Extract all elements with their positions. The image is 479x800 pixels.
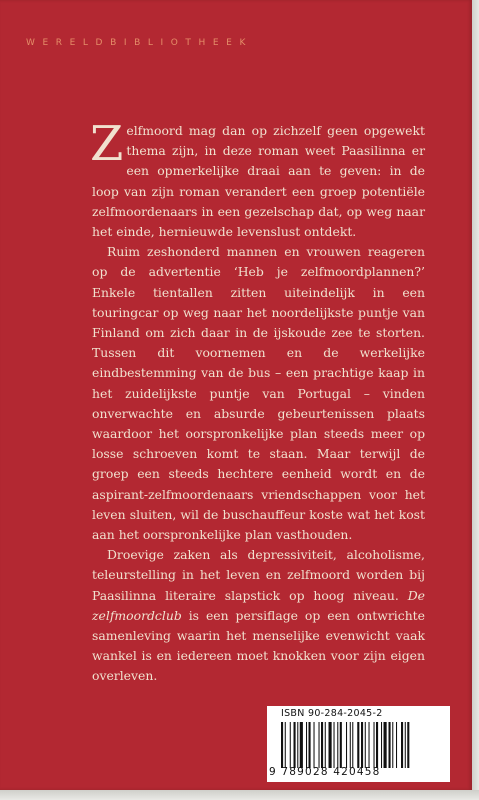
paragraph-3-text-end: is een persiflage op een ontwrichte samenleving waarin het menselijke evenwicht vaak wankel is en iedereen moet knokken voor zijn eigen overleven. <box>92 607 425 684</box>
barcode-bar <box>309 722 311 768</box>
barcode-bar <box>369 722 370 768</box>
barcode-bar <box>337 722 338 768</box>
page-edge-bottom <box>0 790 479 800</box>
barcode-bar <box>294 722 296 768</box>
barcode-bar <box>381 722 382 768</box>
barcode-bar <box>319 722 320 768</box>
blurb-text <box>90 116 425 687</box>
barcode-bar <box>346 722 347 768</box>
barcode-bar <box>300 722 303 768</box>
barcode-bar <box>396 722 397 768</box>
barcode-bar <box>321 722 323 768</box>
barcode-bar <box>350 722 351 768</box>
barcode-bar <box>361 722 363 768</box>
barcode-bar <box>285 722 286 768</box>
barcode-bar <box>340 722 342 768</box>
barcode-bar <box>306 722 307 768</box>
blurb-paragraph-3 <box>92 545 425 686</box>
page-edge-right <box>472 0 479 800</box>
barcode-bar <box>374 722 375 768</box>
barcode-bar <box>297 722 298 768</box>
barcode-digits: 9 789028 420458 <box>269 766 381 778</box>
barcode-bar <box>290 722 291 768</box>
blurb-paragraph-2: Ruim zeshonderd mannen en vrouwen reageren op de advertentie ‘Heb je zelfmoordplannen?’ Enkele tientallen zitten uiteindelijk in een touringcar op weg naar het noordelijkste puntje van Finland om zich daar in de ijskoude zee te storten. Tussen dit voornemen en de werkelijke eindbestemming van de bus – een prachtige kaap in het zuidelijkste puntje van Portugal – vinden onverwachte en absurde gebeurtenissen plaats waardoor het oorspronkelijke plan steeds meer op losse schroeven komt te staan. Maar terwijl de groep een steeds hechtere eenheid wordt en de aspirant-zelfmoordenaars vriendschappen voor het leven sluiten, wil de buschauffeur koste wat het kost aan het oorspronkelijke plan vasthouden. <box>92 244 425 543</box>
book-title-italic: De zelfmoordclub <box>92 587 425 623</box>
barcode-bar <box>325 722 326 768</box>
barcode-bar <box>352 722 353 768</box>
barcode-label <box>267 706 450 782</box>
barcode-bar <box>357 722 359 768</box>
barcode-bar <box>407 722 409 768</box>
barcode-bar <box>392 722 393 768</box>
paragraph-3-text-start: Droevige zaken als depressiviteit, alcoholisme, teleurstelling in het leven en zelfmoord worden bij Paasilinna literaire slapstick op hoog niveau. <box>92 547 425 603</box>
barcode-bar <box>365 722 366 768</box>
blurb-paragraph-1 <box>90 116 425 242</box>
barcode-bar <box>376 722 378 768</box>
barcode-bar <box>401 722 403 768</box>
barcode-bar <box>334 722 335 768</box>
barcode-bar <box>329 722 332 768</box>
barcode-bar <box>314 722 315 768</box>
barcode-bar <box>405 722 406 768</box>
barcode-bar <box>389 722 391 768</box>
paragraph-1-text: elfmoord mag dan op zichzelf geen opgewekt thema zijn, in deze roman weet Paasilinna er een opmerkelijke draai aan te geven: in de loop van zijn roman verandert een groep potentiële zelfmoordenaars in een gezelschap dat, op weg naar het einde, hernieuwde levenslust ontdekt. <box>92 123 425 240</box>
barcode-icon <box>281 722 439 768</box>
drop-cap: Z <box>90 116 124 172</box>
isbn-number: ISBN 90-284-2045-2 <box>281 708 383 719</box>
series-title: WERELDBIBLIOTHEEK <box>26 38 253 48</box>
barcode-bar <box>281 722 283 768</box>
barcode-bar <box>384 722 387 768</box>
